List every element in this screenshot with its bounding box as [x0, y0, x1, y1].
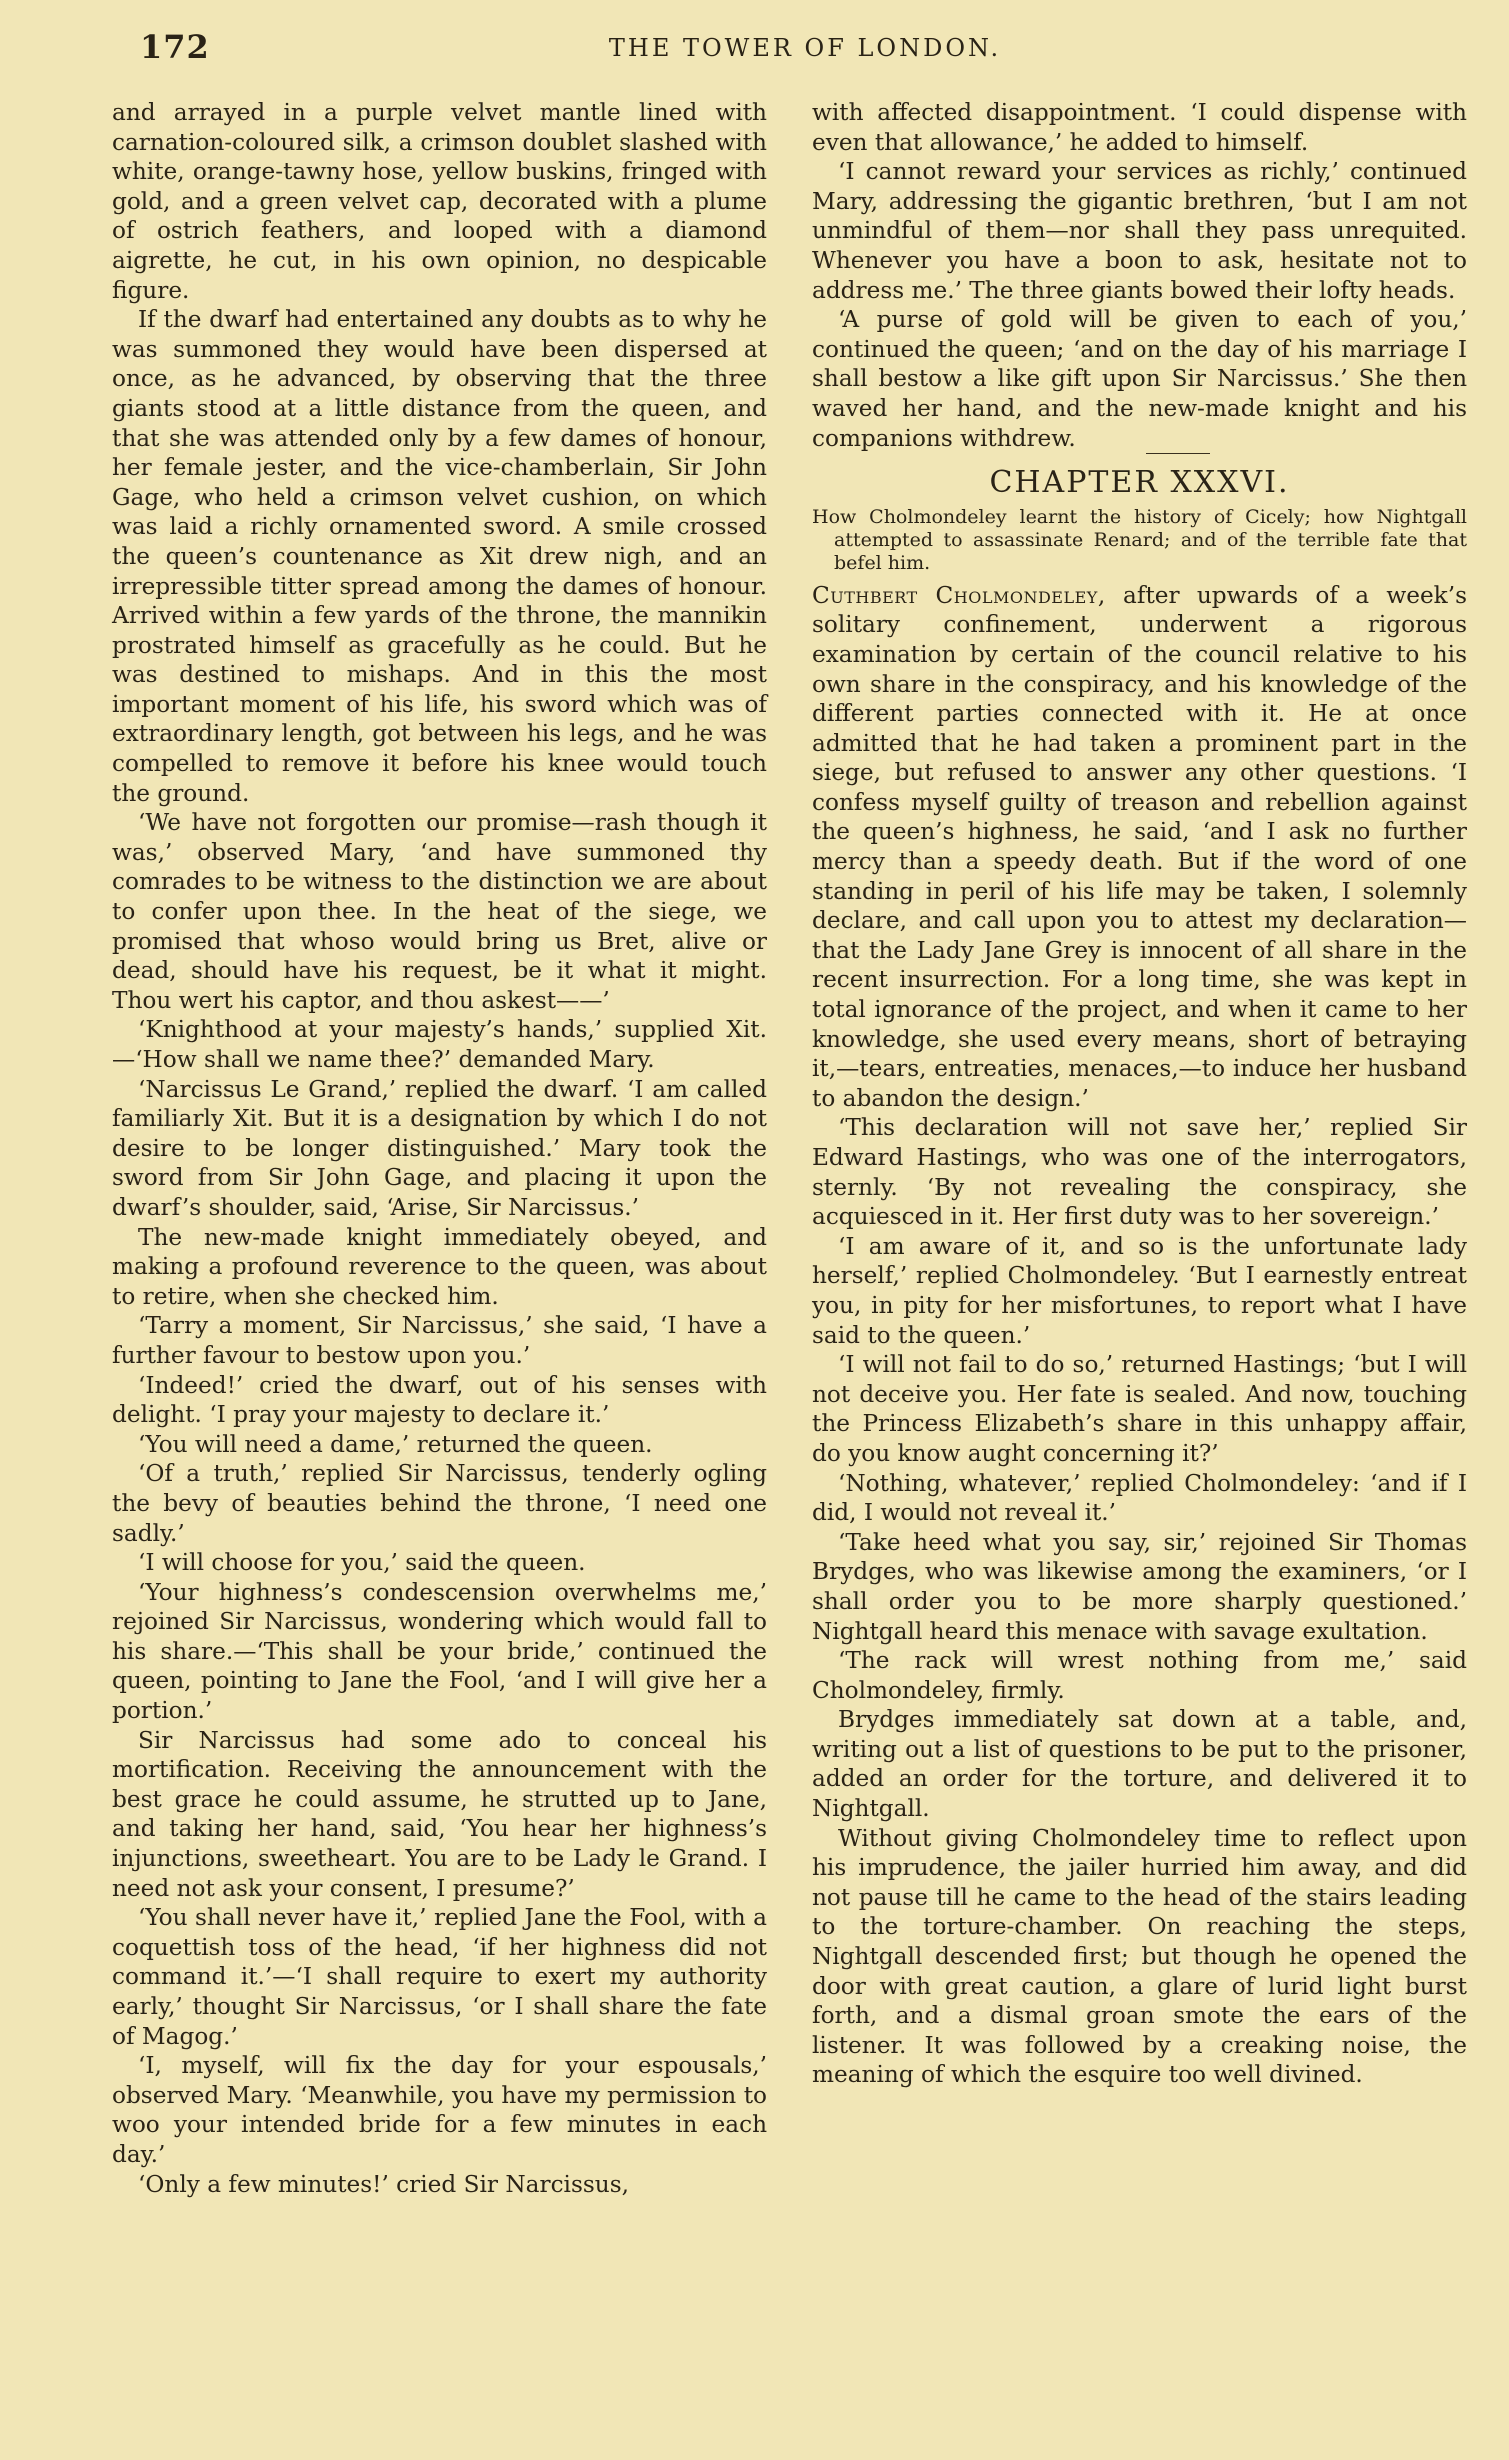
paragraph-text: ‘Your highness’s condescension overwhelms me,’ rejoined Sir Narcissus, wondering which would fall to his share.—‘This shall be your bride,’ continued the queen, pointing to Jane the Fool, ‘and I will give her a portion.’: [112, 1578, 767, 1725]
paragraph: [812, 1232, 1467, 1350]
paragraph-text: ‘You shall never have it,’ replied Jane the Fool, with a coquettish toss of the head, ‘if her highness did not command it.’—‘I shall require to exert my authority early,’ thought Sir Narcissus, ‘or I shall share the fate of Magog.’: [112, 1904, 767, 2050]
paragraph: [812, 157, 1467, 305]
paragraph-text: ‘I cannot reward your services as richly,’ continued Mary, addressing the gigantic brethren, ‘but I am not unmindful of them—nor shall they pass unrequited. Whenever you have a boon to ask, hesitate not to address me.’ The three giants bowed their lofty heads.: [812, 158, 1467, 304]
right-column-top-text: [812, 98, 1467, 453]
paragraph: [812, 305, 1467, 453]
paragraph: [112, 2170, 767, 2200]
paragraph-text: ‘A purse of gold will be given to each of you,’ continued the queen; ‘and on the day of his marriage I shall bestow a like gift upon Sir Narcissus.’ She then waved her hand, and the new-made knight and his companions withdrew.: [812, 306, 1467, 452]
paragraph-text: ‘You will need a dame,’ returned the queen.: [138, 1430, 653, 1458]
paragraph-text: Without giving Cholmondeley time to reflect upon his imprudence, the jailer hurried him away, and did not pause till he came to the head of the stairs leading to the torture-chamber. On reaching the steps, Nightgall descended first; but though he opened the door with great caution, a glare of lurid light burst forth, and a dismal groan smote the ears of the listener. It was followed by a creaking noise, the meaning of which the esquire too well divined.: [812, 1824, 1467, 2089]
paragraph-text: with affected disappointment. ‘I could dispense with even that allowance,’ he added to himself.: [812, 99, 1467, 156]
page-header: [140, 28, 1470, 88]
paragraph-text: ‘I will choose for you,’ said the queen.: [138, 1549, 586, 1577]
paragraph: [112, 2051, 767, 2169]
paragraph-text: ‘Take heed what you say, sir,’ rejoined Sir Thomas Brydges, who was likewise among the examiners, ‘or I shall order you to be more sharply questioned.’ Nightgall heard this menace with savage exultation.: [812, 1528, 1467, 1645]
page-number: 172: [140, 28, 210, 66]
running-title: THE TOWER OF LONDON.: [608, 34, 1002, 62]
paragraph: [112, 1548, 767, 1578]
paragraph: [812, 1350, 1467, 1468]
paragraph-text: ‘Knighthood at your majesty’s hands,’ supplied Xit.—‘How shall we name thee?’ demanded Mary.: [112, 1016, 767, 1073]
paragraph-text: The new-made knight immediately obeyed, and making a profound reverence to the queen, was about to retire, when she checked him.: [112, 1223, 767, 1310]
paragraph-text: after upwards of a week’s solitary confinement, underwent a rigorous examination by certain of the council relative to his own share in the conspiracy, and his knowledge of the different parties connected with it. He at once admitted that he had taken a prominent part in the siege, but refused to answer any other questions. ‘I confess myself guilty of treason and rebellion against the queen’s highness, he said, ‘and I ask no further mercy than a speedy death. But if the word of one standing in peril of his life may be taken, I solemnly declare, and call upon you to attest my declaration—that the Lady Jane Grey is innocent of all share in the recent insurrection. For a long time, she was kept in total ignorance of the project, and when it came to her knowledge, she used every means, short of betraying it,—tears, entreaties, menaces,—to induce her husband to abandon the design.’: [812, 581, 1468, 1112]
chapter-opening-words: Cuthbert Cholmondeley,: [812, 581, 1106, 609]
paragraph-text: ‘I will not fail to do so,’ returned Hastings; ‘but I will not deceive you. Her fate is sealed. And now, touching the Princess Elizabeth’s share in this unhappy affair, do you know aught concerning it?’: [812, 1351, 1467, 1467]
paragraph-text: ‘Tarry a moment, Sir Narcissus,’ she said, ‘I have a further favour to bestow upon you.’: [112, 1312, 767, 1369]
left-column: [112, 98, 767, 2199]
paragraph-text: ‘The rack will wrest nothing from me,’ said Cholmondeley, firmly.: [812, 1647, 1467, 1704]
paragraph: [112, 808, 767, 1015]
chapter-title: CHAPTER XXXVI.: [989, 465, 1290, 501]
paragraph-text: ‘I am aware of it, and so is the unfortunate lady herself,’ replied Cholmondeley. ‘But I earnestly entreat you, in pity for her misfortunes, to report what I have said to the queen.’: [812, 1232, 1467, 1349]
paragraph: [812, 1646, 1467, 1705]
right-column-chapter-text: [812, 581, 1467, 2090]
paragraph: [112, 1578, 767, 1726]
paragraph-text: ‘I, myself, will fix the day for your espousals,’ observed Mary. ‘Meanwhile, you have my permission to woo your intended bride for a few minutes in each day.’: [112, 2052, 767, 2168]
paragraph-text: ‘Only a few minutes!’ cried Sir Narcissus,: [138, 2170, 629, 2198]
paragraph-text: ‘We have not forgotten our promise—rash though it was,’ observed Mary, ‘and have summoned thy comrades to be witness to the distinction we are about to confer upon thee. In the heat of the siege, we promised that whoso would bring us Bret, alive or dead, should have his request, be it what it might. Thou wert his captor, and thou askest——’: [112, 809, 767, 1014]
paragraph: [812, 1469, 1467, 1528]
paragraph: [112, 1311, 767, 1370]
paragraph: [812, 1113, 1467, 1231]
paragraph: [112, 1459, 767, 1548]
paragraph-text: Brydges immediately sat down at a table, and, writing out a list of questions to be put to the prisoner, added an order for the torture, and delivered it to Nightgall.: [812, 1706, 1467, 1823]
paragraph: [812, 1528, 1467, 1646]
paragraph: [112, 1223, 767, 1312]
paragraph-text: ‘Of a truth,’ replied Sir Narcissus, tenderly ogling the bevy of beauties behind the throne, ‘I need one sadly.’: [112, 1460, 767, 1547]
paragraph: [112, 1015, 767, 1074]
paragraph: [112, 1726, 767, 1904]
continued-paragraph: [112, 98, 767, 305]
right-column: [812, 98, 1467, 2090]
paragraph-text: ‘Nothing, whatever,’ replied Cholmondeley: ‘and if I did, I would not reveal it.’: [812, 1469, 1467, 1527]
chapter-summary: How Cholmondeley learnt the history of Cicely; how Nightgall attempted to assassinate Renard; and of the terrible fate that befel him.: [812, 505, 1467, 574]
paragraph: [112, 1903, 767, 2051]
continued-paragraph: [812, 98, 1467, 157]
paragraph: [812, 1824, 1467, 2090]
section-rule: [1146, 453, 1210, 454]
paragraph-text: ‘Indeed!’ cried the dwarf, out of his senses with delight. ‘I pray your majesty to declare it.’: [112, 1371, 767, 1429]
paragraph: [112, 1430, 767, 1460]
continued-paragraph: [812, 581, 1467, 1114]
paragraph: [812, 1705, 1467, 1823]
paragraph-text: Sir Narcissus had some ado to conceal his mortification. Receiving the announcement with the best grace he could assume, he strutted up to Jane, and taking her hand, said, ‘You hear her highness’s injunctions, sweetheart. You are to be Lady le Grand. I need not ask your consent, I presume?’: [112, 1726, 767, 1902]
paragraph: [112, 305, 767, 808]
paragraph: [112, 1371, 767, 1430]
paragraph: [112, 1075, 767, 1223]
paragraph-text: and arrayed in a purple velvet mantle lined with carnation-coloured silk, a crimson doublet slashed with white, orange-tawny hose, yellow buskins, fringed with gold, and a green velvet cap, decorated with a plume of ostrich feathers, and looped with a diamond aigrette, he cut, in his own opinion, no despicable figure.: [112, 99, 767, 304]
paragraph-text: If the dwarf had entertained any doubts as to why he was summoned they would have been dispersed at once, as he advanced, by observing that the three giants stood at a little distance from the queen, and that she was attended only by a few dames of honour, her female jester, and the vice-chamberlain, Sir John Gage, who held a crimson velvet cushion, on which was laid a richly ornamented sword. A smile crossed the queen’s countenance as Xit drew nigh, and an irrepressible titter spread among the dames of honour. Arrived within a few yards of the throne, the mannikin prostrated himself as gracefully as he could. But he was destined to mishaps. And in this the most important moment of his life, his sword which was of extraordinary length, got between his legs, and he was compelled to remove it before his knee would touch the ground.: [112, 306, 767, 807]
paragraph-text: ‘This declaration will not save her,’ replied Sir Edward Hastings, who was one of the interrogators, sternly. ‘By not revealing the conspiracy, she acquiesced in it. Her first duty was to her sovereign.’: [812, 1114, 1467, 1231]
paragraph-text: ‘Narcissus Le Grand,’ replied the dwarf. ‘I am called familiarly Xit. But it is a designation by which I do not desire to be longer distinguished.’ Mary took the sword from Sir John Gage, and placing it upon the dwarf’s shoulder, said, ‘Arise, Sir Narcissus.’: [112, 1075, 767, 1221]
